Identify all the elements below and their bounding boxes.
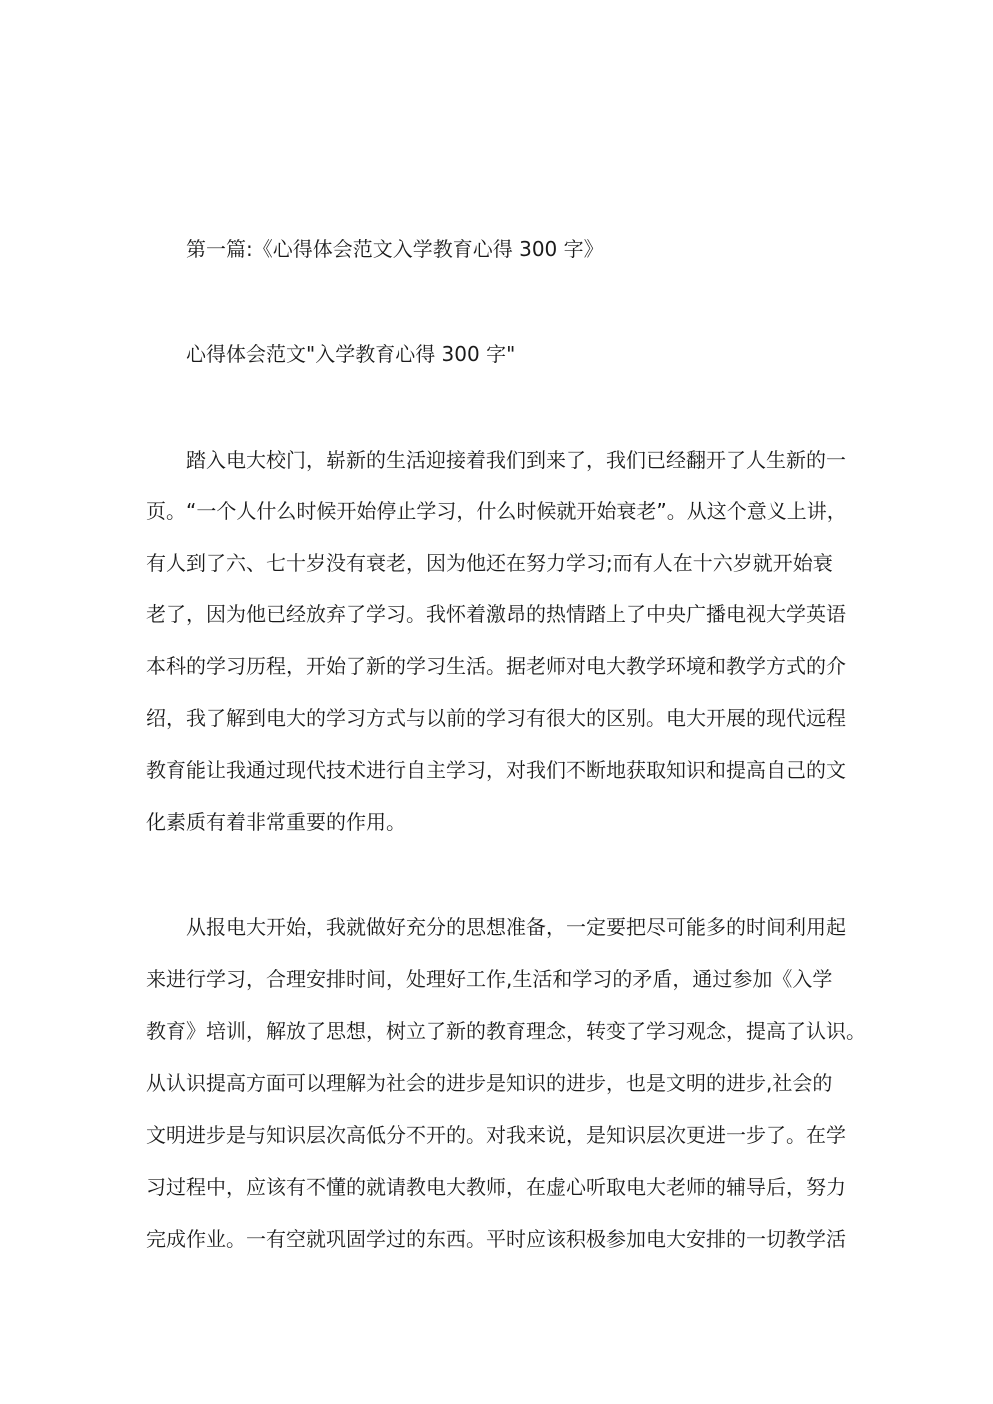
paragraph-line: 习过程中，应该有不懂的就请教电大教师，在虚心听取电大老师的辅导后，努力: [146, 1175, 846, 1199]
paragraph-line: 从认识提高方面可以理解为社会的进步是知识的进步，也是文明的进步,社会的: [146, 1071, 833, 1095]
paragraph-line: 绍，我了解到电大的学习方式与以前的学习有很大的区别。电大开展的现代远程: [146, 706, 846, 730]
paragraph-line: 文明进步是与知识层次高低分不开的。对我来说，是知识层次更进一步了。在学: [146, 1123, 846, 1147]
paragraph-line: 教育能让我通过现代技术进行自主学习，对我们不断地获取知识和提高自己的文: [146, 758, 846, 782]
paragraph-line: 教育》培训，解放了思想，树立了新的教育理念，转变了学习观念，提高了认识。: [146, 1019, 866, 1043]
paragraph-line: 踏入电大校门，崭新的生活迎接着我们到来了，我们已经翻开了人生新的一: [186, 448, 846, 472]
paragraph-line: 有人到了六、七十岁没有衰老，因为他还在努力学习;而有人在十六岁就开始衰: [146, 551, 833, 575]
paragraph-line: 从报电大开始，我就做好充分的思想准备，一定要把尽可能多的时间利用起: [186, 915, 846, 939]
paragraph-line: 完成作业。一有空就巩固学过的东西。平时应该积极参加电大安排的一切教学活: [146, 1227, 846, 1251]
paragraph-line: 来进行学习，合理安排时间，处理好工作,生活和学习的矛盾，通过参加《入学: [146, 967, 833, 991]
paragraph-line: 本科的学习历程，开始了新的学习生活。据老师对电大教学环境和教学方式的介: [146, 654, 846, 678]
paragraph-line: 化素质有着非常重要的作用。: [146, 810, 406, 834]
paragraph-line: 页。“一个人什么时候开始停止学习，什么时候就开始衰老”。从这个意义上讲，: [146, 499, 847, 523]
document-subtitle: 心得体会范文"入学教育心得 300 字": [186, 342, 516, 366]
document-heading: 第一篇:《心得体会范文入学教育心得 300 字》: [186, 237, 604, 261]
paragraph-line: 老了，因为他已经放弃了学习。我怀着激昂的热情踏上了中央广播电视大学英语: [146, 602, 846, 626]
